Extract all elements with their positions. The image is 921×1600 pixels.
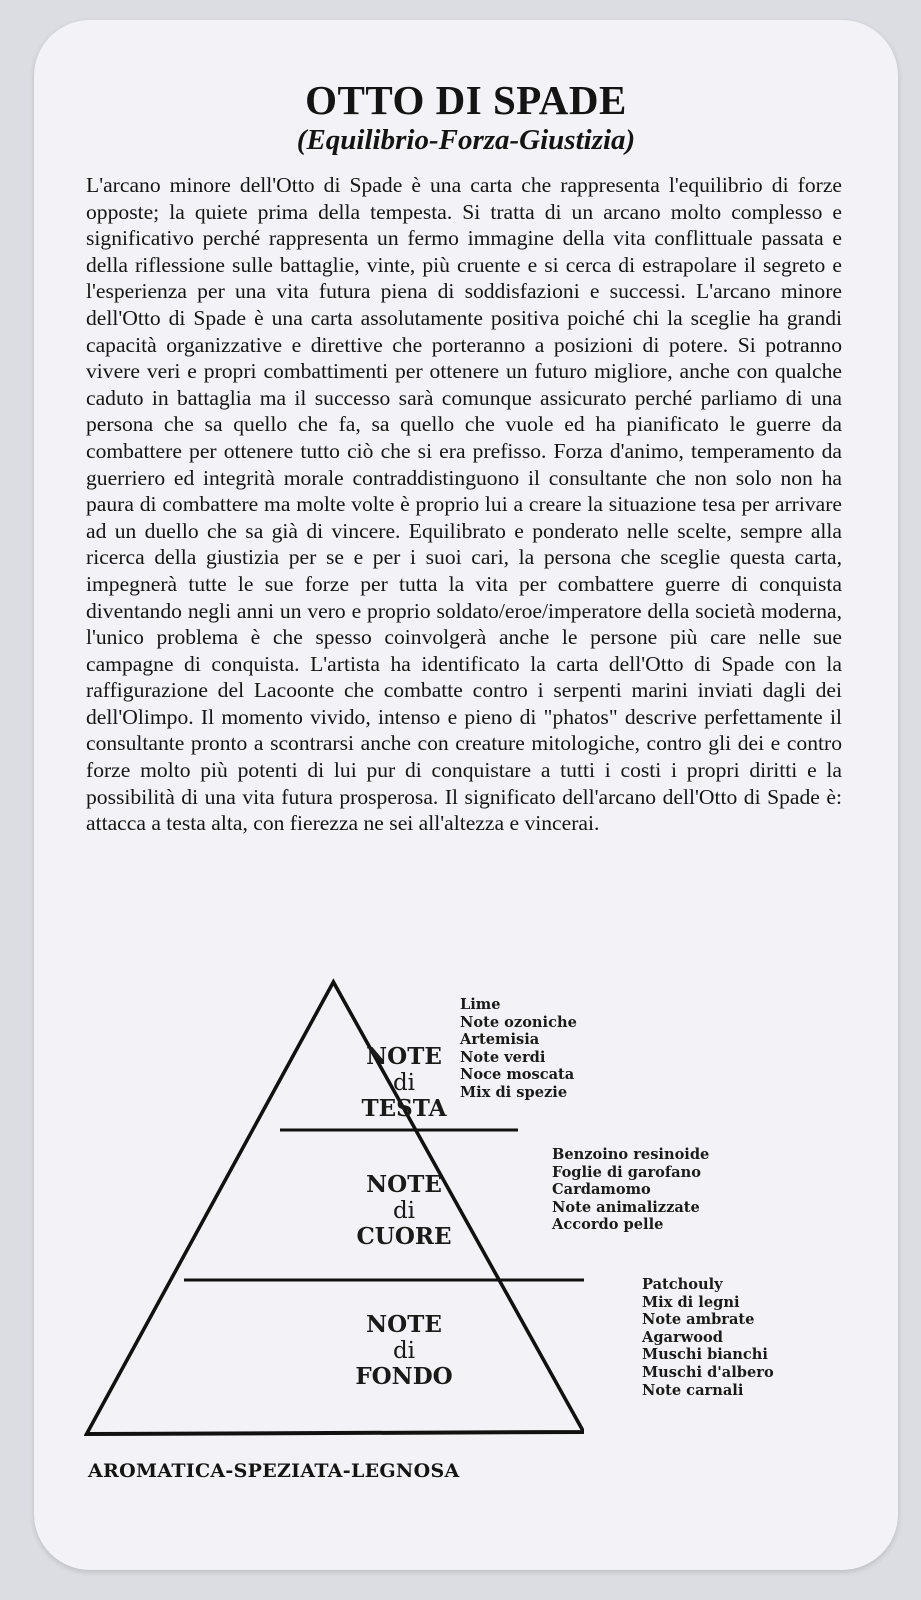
list-item: Lime (460, 996, 501, 1013)
list-item: Note carnali (642, 1381, 744, 1399)
list-item: Note verdi (460, 1048, 546, 1066)
card-title: OTTO DI SPADE (305, 77, 627, 123)
list-item: Muschi d'albero (642, 1363, 774, 1381)
tier-bottom-label (304, 1312, 504, 1390)
list-item: Noce moscata (460, 1066, 575, 1084)
list-item: Accordo pelle (552, 1216, 664, 1234)
list-item: Benzoino resinoide (552, 1146, 710, 1163)
list-item: Mix di legni (642, 1293, 740, 1311)
tarot-card (34, 20, 898, 1570)
heart-notes-list (552, 1146, 709, 1234)
list-item: Foglie di garofano (552, 1163, 701, 1181)
list-item: Cardamomo (552, 1181, 651, 1199)
card-description: L'arcano minore dell'Otto di Spade è una carta che rappresenta l'equilibrio di forze opposte; la quiete prima della tempesta. Si tratta di un arcano molto complesso e significativo perché rappresenta un fermo immagine della vita conflittuale passata e della riflessione sulle battaglie, vinte, più cruente e si cerca di estrapolare il segreto e l'esperienza per una vita futura piena di soddisfazioni e successi. L'arcano minore dell'Otto di Spade è una carta assolutamente positiva poiché chi la sceglie ha grandi capacità organizzative e direttive che porteranno a posizioni di potere. Si potranno vivere veri e propri combattimenti per ottenere un futuro migliore, anche con qualche caduto in battaglia ma il successo sarà comunque assicurato perché parliamo di una persona che sa quello che fa, sa quello che vuole ed ha pianificato le guerre da combattere per ottenere tutto ciò che si era prefisso. Forza d'animo, temperamento da guerriero ed integrità morale contraddistinguono il consultante che non solo non ha paura di combattere ma molte volte è proprio lui a creare la situazione tesa per arrivare ad un duello che sa già di vincere. Equilibrato e ponderato nelle scelte, sempre alla ricerca della giustizia per se e per i suoi cari, la persona che sceglie questa carta, impegnerà tutte le sue forze per tutta la vita per combattere guerre di conquista diventando negli anni un vero e proprio soldato/eroe/imperatore della società moderna, l'unico problema è che spesso coinvolgerà anche le persone più care nelle sue campagne di conquista. L'artista ha identificato la carta dell'Otto di Spade con la raffigurazione del Lacoonte che combatte contro i serpenti marini inviati dagli dei dell'Olimpo. Il momento vivido, intenso e pieno di "phatos" descrive perfettamente il consultante pronto a scontrarsi anche con creature mitologiche, contro gli dei e contro forze molto più potenti di lui pur di conquistare a tutti i costi i propri diritti e la possibilità di una vita futura prosperosa. Il significato dell'arcano dell'Otto di Spade è: attacca a testa alta, con fierezza ne sei all'altezza e vincerai. (86, 173, 842, 836)
list-item: Mix di spezie (460, 1083, 568, 1101)
base-notes-list (642, 1276, 774, 1399)
list-item: Note ozoniche (460, 1013, 577, 1031)
list-item: Artemisia (460, 1031, 540, 1049)
tier-middle-line1: NOTE (366, 1171, 442, 1198)
card-subtitle: (Equilibrio-Forza-Giustizia) (296, 124, 636, 156)
list-item: Muschi bianchi (642, 1346, 768, 1364)
tier-middle-label (304, 1172, 504, 1250)
list-item: Agarwood (642, 1328, 723, 1346)
tier-middle-line3: CUORE (356, 1223, 452, 1250)
top-notes-list (460, 996, 577, 1102)
tier-bottom-line2: di (392, 1338, 416, 1364)
tier-top-line2: di (392, 1070, 416, 1096)
fragrance-family: AROMATICA-SPEZIATA-LEGNOSA (88, 1460, 460, 1482)
list-item: Note ambrate (642, 1311, 755, 1329)
tier-top-line3: TESTA (361, 1095, 447, 1122)
tier-top-line1: NOTE (366, 1043, 442, 1070)
tier-middle-line2: di (392, 1198, 416, 1224)
list-item: Patchouly (642, 1276, 723, 1293)
tier-bottom-line3: FONDO (355, 1363, 453, 1390)
tier-bottom-line1: NOTE (366, 1311, 442, 1338)
list-item: Note animalizzate (552, 1198, 700, 1216)
